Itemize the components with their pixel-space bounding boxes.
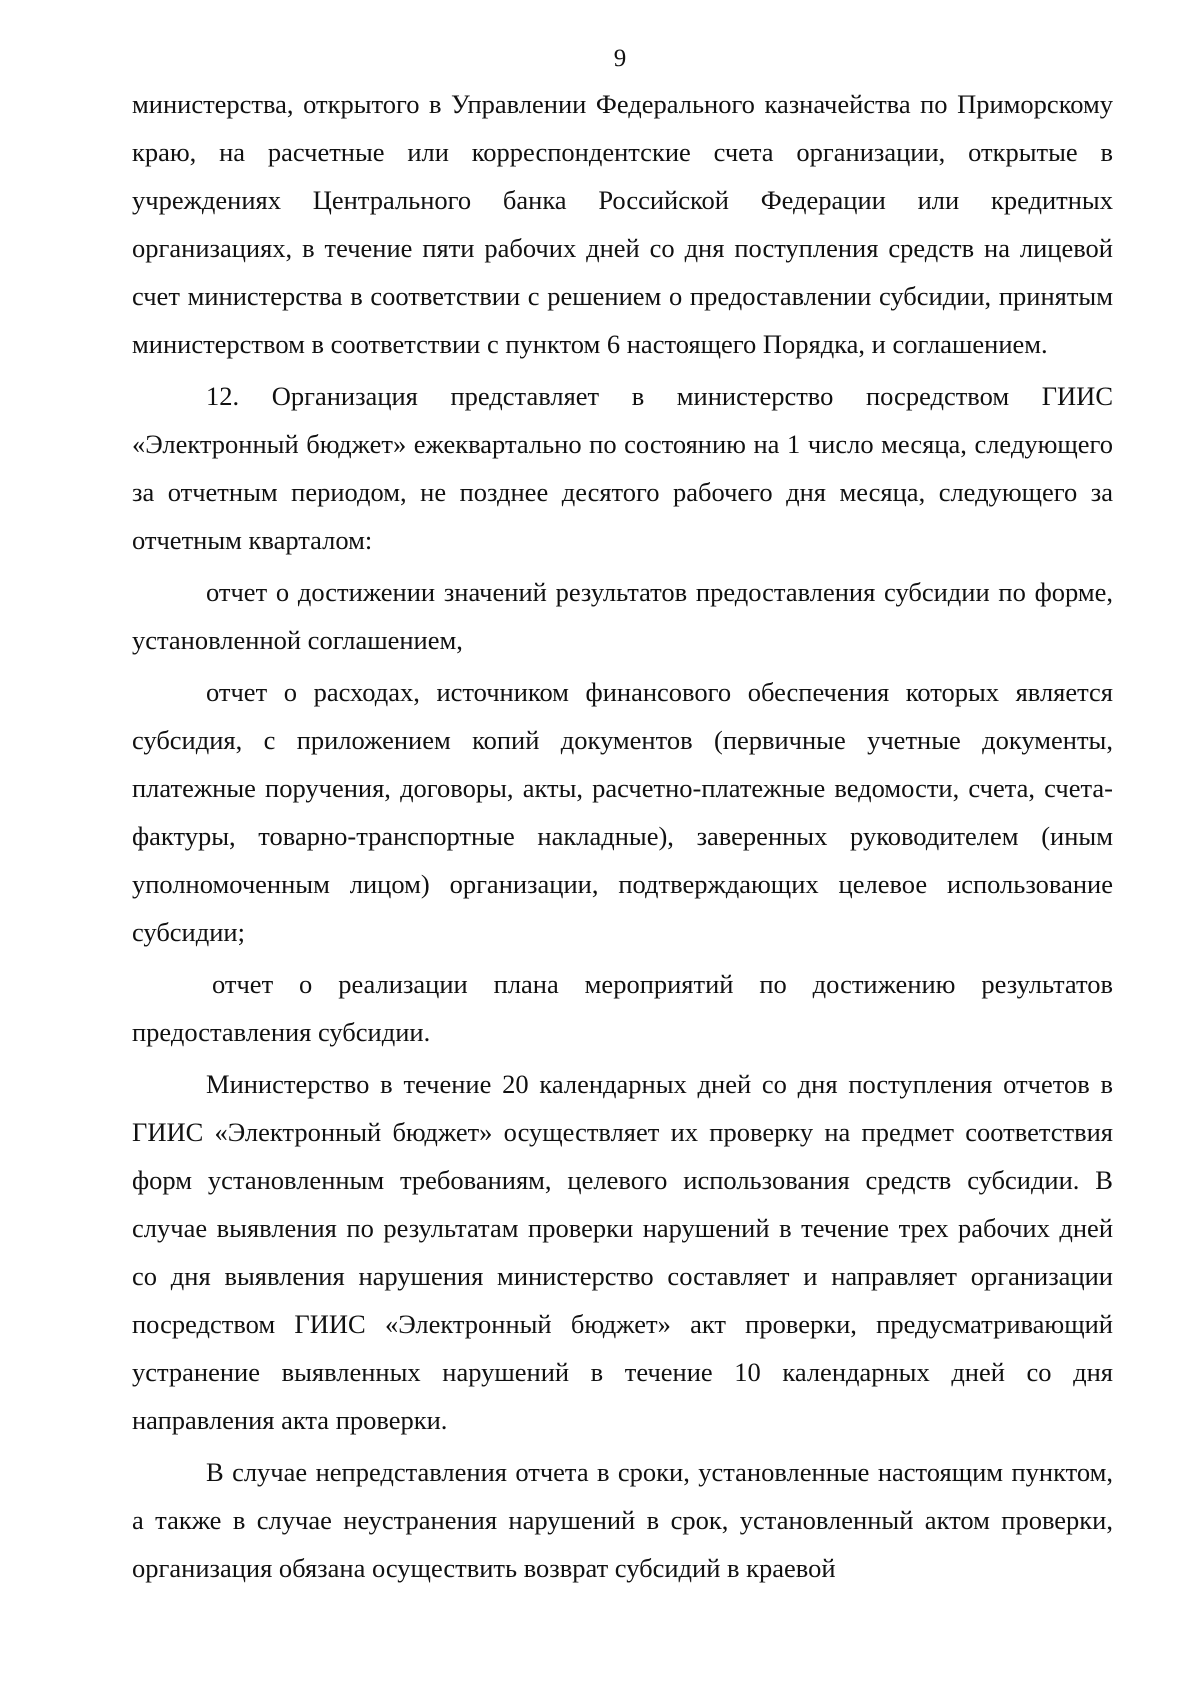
paragraph-clause-12: 12. Организация представляет в министерство посредством ГИИС «Электронный бюджет» ежеквартально по состоянию на 1 число месяца, следующего за отчетным периодом, не позднее десятого рабочего дня месяца, следующего за отчетным кварталом: [132, 381, 1113, 555]
paragraph-refund: В случае непредставления отчета в сроки, установленные настоящим пунктом, а также в случае неустранения нарушений в срок, установленный актом проверки, организация обязана осуществить возврат субсидий в краевой [132, 1457, 1113, 1583]
paragraph-report-results: отчет о достижении значений результатов предоставления субсидии по форме, установленной соглашением, [132, 577, 1113, 655]
page-number: 9 [613, 45, 627, 72]
paragraph-continuation: министерства, открытого в Управлении Федерального казначейства по Приморскому краю, на расчетные или корреспондентские счета организации, открытые в учреждениях Центрального банка Российской Федерации или кредитных организациях, в течение пяти рабочих дней со дня поступления средств на лицевой счет министерства в соответствии с решением о предоставлении субсидии, принятым министерством в соответствии с пунктом 6 настоящего Порядка, и соглашением. [132, 89, 1113, 359]
paragraph-report-plan: отчет о реализации плана мероприятий по достижению результатов предоставления субсидии. [132, 969, 1113, 1047]
document-body [132, 80, 1113, 1592]
paragraph-ministry-check: Министерство в течение 20 календарных дней со дня поступления отчетов в ГИИС «Электронный бюджет» осуществляет их проверку на предмет соответствия форм установленным требованиям, целевого использования средств субсидии. В случае выявления по результатам проверки нарушений в течение трех рабочих дней со дня выявления нарушения министерство составляет и направляет организации посредством ГИИС «Электронный бюджет» акт проверки, предусматривающий устранение выявленных нарушений в течение 10 календарных дней со дня направления акта проверки. [132, 1069, 1113, 1435]
paragraph-report-expenses: отчет о расходах, источником финансового обеспечения которых является субсидия, с приложением копий документов (первичные учетные документы, платежные поручения, договоры, акты, расчетно-платежные ведомости, счета, счета-фактуры, товарно-транспортные накладные), заверенных руководителем (иным уполномоченным лицом) организации, подтверждающих целевое использование субсидии; [132, 677, 1113, 947]
